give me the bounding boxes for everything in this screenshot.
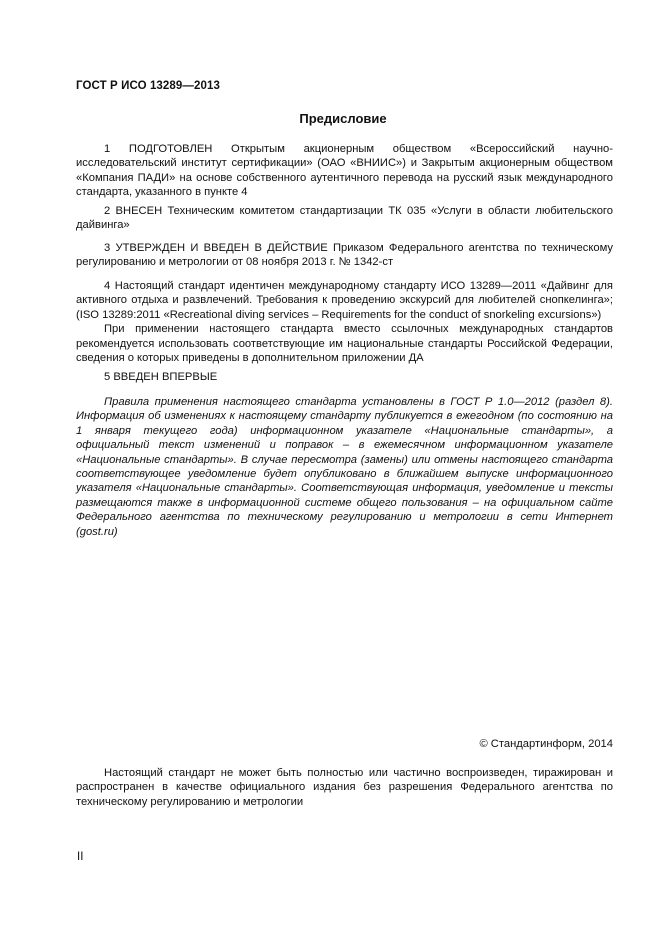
section-4-note: При применении настоящего стандарта вместо ссылочных международных стандартов рекомендуется использовать соответствующие им национальные стандарты Российской Федерации, сведения о которых приведены в дополнительном приложении ДА (76, 323, 613, 365)
document-header: ГОСТ Р ИСО 13289—2013 (76, 80, 221, 92)
section-3 (76, 241, 613, 270)
page-number: II (77, 851, 84, 863)
footer-notice (76, 766, 613, 809)
copyright-line: © Стандартинформ, 2014 (479, 738, 613, 750)
rules-notice-text: Правила применения настоящего стандарта установлены в ГОСТ Р 1.0—2012 (раздел 8). Информация об изменениях к настоящему стандарту публикуется в ежегодном (по состоянию на 1 января текущего года) информационном указателе «Национальные стандарты», а официальный текст изменений и поправок – в ежемесячном информационном указателе «Национальные стандарты». В случае пересмотра (замены) или отмены настоящего стандарта соответствующее уведомление будет опубликовано в ближайшем выпуске информационного указателя «Национальные стандарты». Соответствующая информация, уведомление и тексты размещаются также в информационной системе общего пользования – на официальном сайте Федерального агентства по техническому регулированию и метрологии в сети Интернет (gost.ru) (76, 396, 613, 538)
section-4 (76, 279, 613, 365)
section-1 (76, 142, 613, 200)
page-title: Предисловие (299, 111, 387, 126)
section-4-text: 4 Настоящий стандарт идентичен международному стандарту ИСО 13289—2011 «Дайвинг для активного отдыха и развлечений. Требования к проведению экскурсий для любителей снопкелинга»; (ISO 13289:2011 «Recreational diving services – Requirements for the conduct of snorkeling excursions») (76, 280, 613, 321)
section-2-text: 2 ВНЕСЕН Техническим комитетом стандартизации ТК 035 «Услуги в области любительского дайвинга» (76, 205, 613, 232)
section-3-text: 3 УТВЕРЖДЕН И ВВЕДЕН В ДЕЙСТВИЕ Приказом Федерального агентства по техническому регулированию и метрологии от 08 ноября 2013 г. № 1342-ст (76, 242, 613, 269)
section-5-text: 5 ВВЕДЕН ВПЕРВЫЕ (104, 371, 218, 383)
section-5 (76, 370, 613, 384)
rules-notice (76, 395, 613, 539)
section-2 (76, 204, 613, 233)
section-1-text: 1 ПОДГОТОВЛЕН Открытым акционерным обществом «Всероссийский научно-исследовательский институт сертификации» (ОАО «ВНИИС») и Закрытым акционерным обществом «Компания ПАДИ» на основе собственного аутентичного перевода на русский язык международного стандарта, указанного в пункте 4 (76, 143, 613, 199)
footer-notice-text: Настоящий стандарт не может быть полностью или частично воспроизведен, тиражирован и распространен в качестве официального издания без разрешения Федерального агентства по техническому регулированию и метрологии (76, 767, 613, 808)
